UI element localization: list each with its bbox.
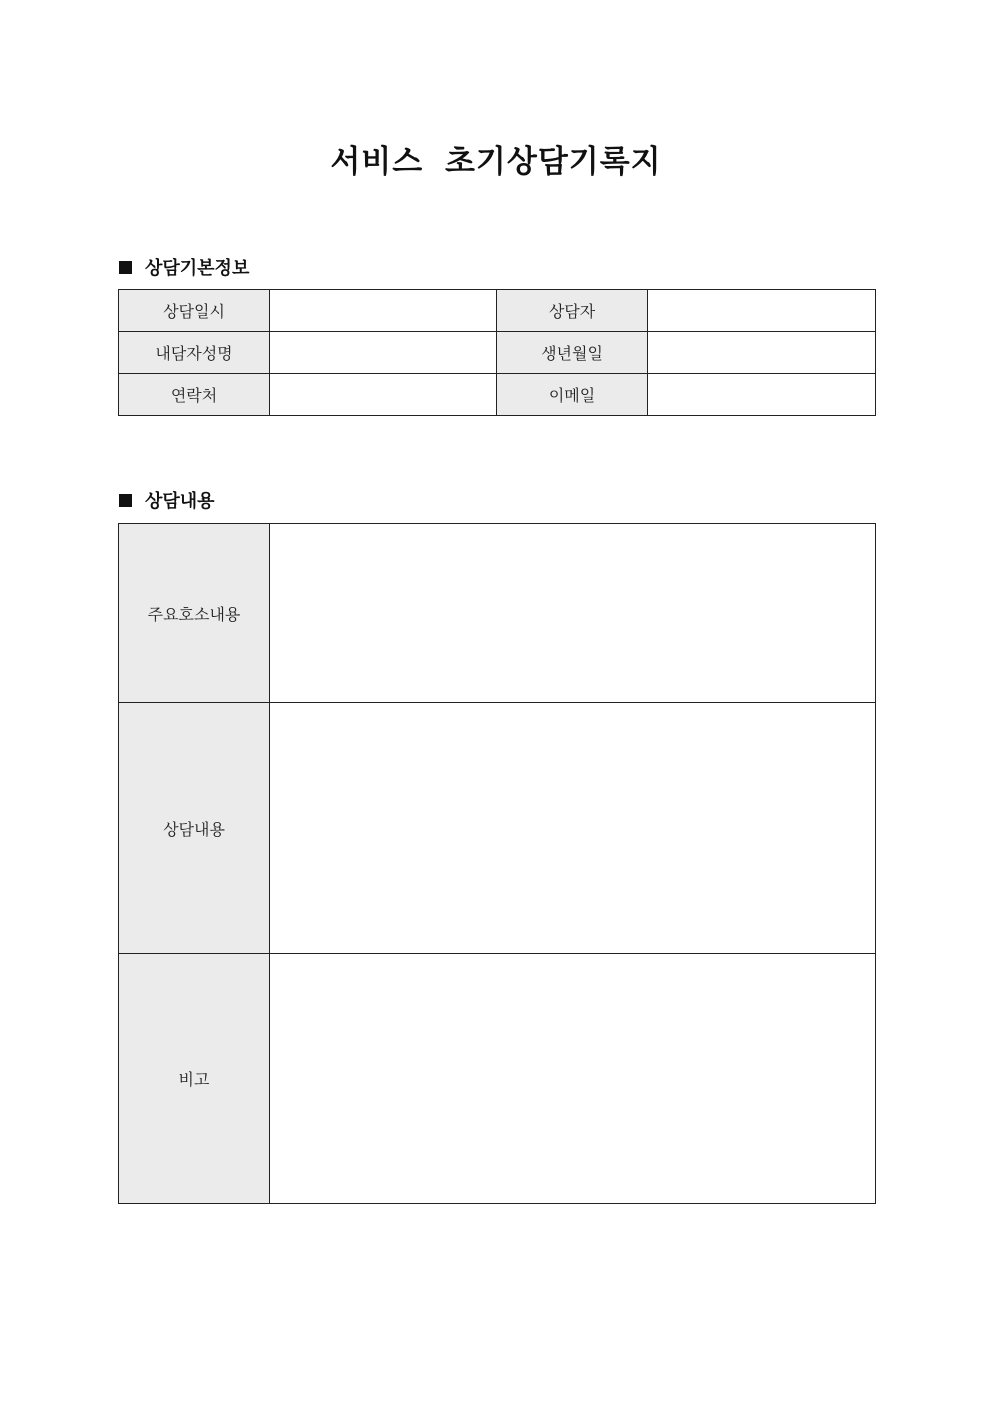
table-row xyxy=(119,374,876,416)
label-email: 이메일 xyxy=(497,374,648,416)
label-birth-date: 생년월일 xyxy=(497,332,648,374)
label-consult-datetime: 상담일시 xyxy=(119,290,270,332)
table-row xyxy=(119,332,876,374)
section-heading-consultation xyxy=(119,487,215,513)
label-client-name: 내담자성명 xyxy=(119,332,270,374)
label-contact: 연락처 xyxy=(119,374,270,416)
email-field[interactable] xyxy=(648,374,876,416)
label-main-complaint: 주요호소내용 xyxy=(119,524,270,703)
square-bullet-icon xyxy=(119,494,132,507)
consultation-table xyxy=(118,523,876,1204)
label-counselor: 상담자 xyxy=(497,290,648,332)
consult-datetime-field[interactable] xyxy=(270,290,497,332)
table-row xyxy=(119,290,876,332)
table-row xyxy=(119,703,876,954)
birth-date-field[interactable] xyxy=(648,332,876,374)
main-complaint-field[interactable] xyxy=(270,524,876,703)
table-row xyxy=(119,954,876,1204)
table-row xyxy=(119,524,876,703)
document-title: 서비스 초기상담기록지 xyxy=(330,144,662,180)
counselor-field[interactable] xyxy=(648,290,876,332)
consultation-content-field[interactable] xyxy=(270,703,876,954)
basic-info-table xyxy=(118,289,876,416)
client-name-field[interactable] xyxy=(270,332,497,374)
section-heading-basic-info xyxy=(119,254,249,280)
section-heading-label: 상담기본정보 xyxy=(145,258,250,279)
square-bullet-icon xyxy=(119,261,132,274)
label-consultation-content: 상담내용 xyxy=(119,703,270,954)
label-remarks: 비고 xyxy=(119,954,270,1204)
section-heading-label: 상담내용 xyxy=(145,491,215,512)
contact-field[interactable] xyxy=(270,374,497,416)
remarks-field[interactable] xyxy=(270,954,876,1204)
